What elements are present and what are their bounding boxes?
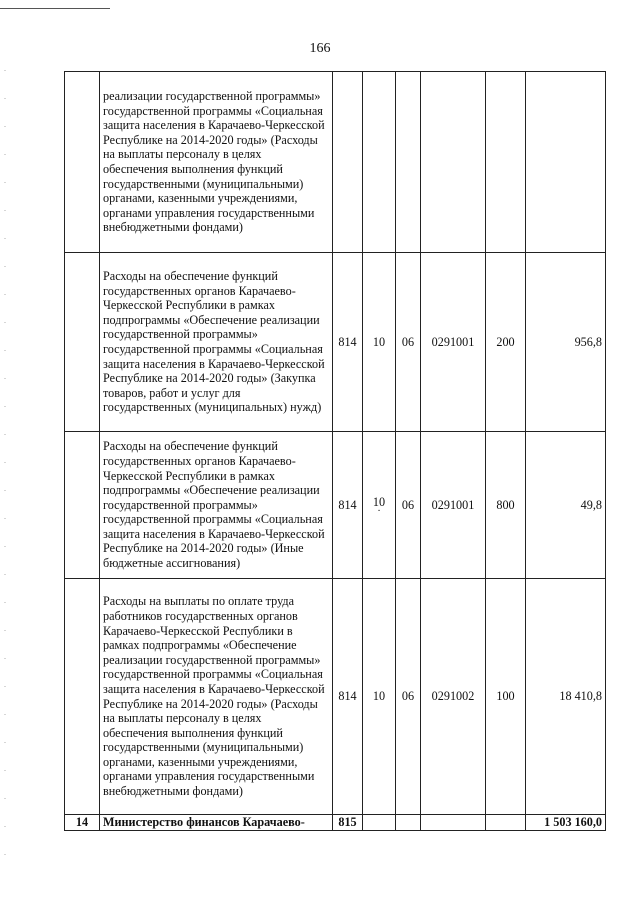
table-row — [65, 432, 606, 579]
ministry-code: 814 — [333, 253, 363, 432]
target-article — [421, 72, 486, 253]
section-code — [363, 72, 396, 253]
expense-type: 800 — [486, 432, 526, 579]
section-code: 10 — [363, 579, 396, 815]
subsection-code: 06 — [396, 432, 421, 579]
expense-type — [486, 815, 526, 831]
expense-type: 100 — [486, 579, 526, 815]
amount: 1 503 160,0 — [526, 815, 606, 831]
ministry-code: 814 — [333, 579, 363, 815]
section-code — [363, 432, 396, 579]
table-row — [65, 72, 606, 253]
ministry-code: 814 — [333, 432, 363, 579]
target-article: 0291002 — [421, 579, 486, 815]
row-number — [65, 72, 100, 253]
row-number — [65, 253, 100, 432]
budget-table — [64, 71, 606, 831]
scan-dot: · — [377, 506, 381, 518]
amount: 18 410,8 — [526, 579, 606, 815]
subsection-code: 06 — [396, 253, 421, 432]
section-code-value: 10 — [372, 494, 386, 509]
target-article: 0291001 — [421, 253, 486, 432]
table-row — [65, 253, 606, 432]
ministry-code — [333, 72, 363, 253]
row-number — [65, 579, 100, 815]
row-description: Расходы на выплаты по оплате труда работников государственных органов Карачаево-Черкесской Республики в рамках подпрограммы «Обеспечение реализации государственной программы» государственной программы «Социальная защита населения в Карачаево-Черкесской Республике на 2014-2020 годы» (Расходы на выплаты персоналу в целях обеспечения выполнения функций государственными (муниципальными) органами, казенными учреждениями, органами управления государственными внебюджетными фондами) — [100, 579, 333, 815]
target-article — [421, 815, 486, 831]
ministry-code: 815 — [333, 815, 363, 831]
table-row — [65, 579, 606, 815]
row-number — [65, 432, 100, 579]
amount: 956,8 — [526, 253, 606, 432]
row-description: Министерство финансов Карачаево- — [100, 815, 333, 831]
row-number: 14 — [65, 815, 100, 831]
row-description: реализации государственной программы» государственной программы «Социальная защита населения в Карачаево-Черкесской Республике на 2014-2020 годы» (Расходы на выплаты персоналу в целях обеспечения выполнения функций государственными (муниципальными) органами, казенными учреждениями, органами управления государственными внебюджетными фондами) — [100, 72, 333, 253]
expense-type — [486, 72, 526, 253]
subsection-code: 06 — [396, 579, 421, 815]
amount — [526, 72, 606, 253]
subsection-code — [396, 815, 421, 831]
row-description: Расходы на обеспечение функций государственных органов Карачаево-Черкесской Республики в рамках подпрограммы «Обеспечение реализации государственной программы» государственной программы «Социальная защита населения в Карачаево-Черкесской Республике на 2014-2020 годы» (Иные бюджетные ассигнования) — [100, 432, 333, 579]
amount: 49,8 — [526, 432, 606, 579]
table-row — [65, 815, 606, 831]
row-description: Расходы на обеспечение функций государственных органов Карачаево-Черкесской Республики в рамках подпрограммы «Обеспечение реализации государственной программы» государственной программы «Социальная защита населения в Карачаево-Черкесской Республике на 2014-2020 годы» (Закупка товаров, работ и услуг для государственных (муниципальных) нужд) — [100, 253, 333, 432]
section-code — [363, 815, 396, 831]
top-rule — [0, 8, 110, 9]
scan-margin-marks — [4, 70, 6, 870]
expense-type: 200 — [486, 253, 526, 432]
page-number: 166 — [309, 41, 331, 56]
subsection-code — [396, 72, 421, 253]
target-article: 0291001 — [421, 432, 486, 579]
section-code: 10 — [363, 253, 396, 432]
